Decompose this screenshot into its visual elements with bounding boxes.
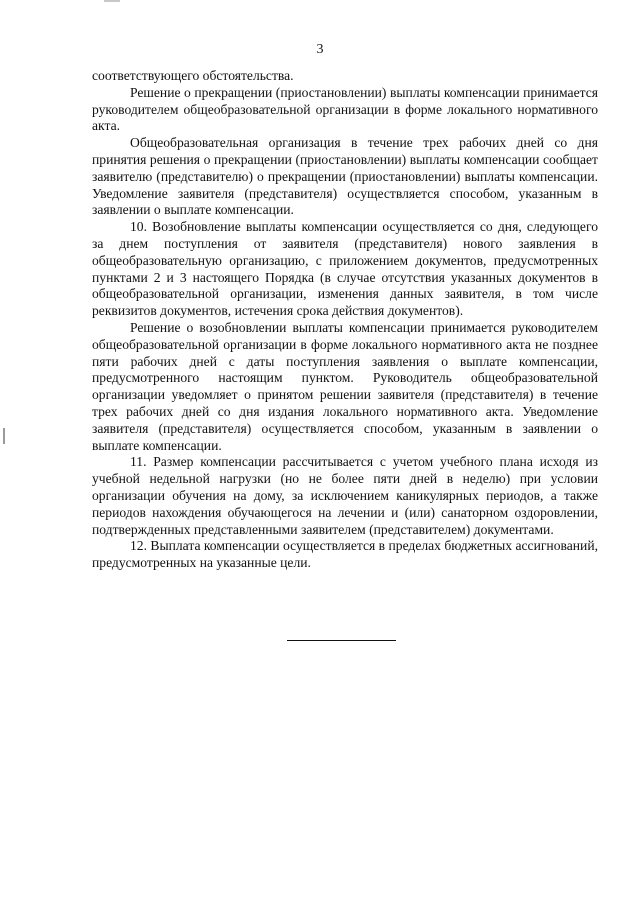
- paragraph-suspension-decision: Решение о прекращении (приостановлении) выплаты компенсации принимается руководителем общеобразовательной организации в форме локального нормативного акта.: [92, 84, 598, 134]
- page-number: 3: [316, 42, 324, 57]
- paragraph-item-10: 10. Возобновление выплаты компенсации осуществляется со дня, следующего за днем поступления от заявителя (представителя) нового заявления в общеобразовательную организацию, с приложением документов, предусмотренных пунктами 2 и 3 настоящего Порядка (в случае отсутствия указанных документов в общеобразовательной организации, изменения данных заявителя, в том числе реквизитов документов, истечения срока действия документов).: [92, 219, 598, 319]
- end-of-document-rule: [287, 640, 396, 641]
- paragraph-resumption-decision: Решение о возобновлении выплаты компенсации принимается руководителем общеобразовательной организации в форме локального нормативного акта не позднее пяти рабочих дней с даты поступления заявления о выплате компенсации, предусмотренного настоящим пунктом. Руководитель общеобразовательной организации уведомляет о принятом решении заявителя (представителя) в течение трех рабочих дней со дня издания локального нормативного акта. Уведомление заявителя (представителя) осуществляется способом, указанным в заявлении о выплате компенсации.: [92, 319, 598, 453]
- scan-artifact-top: [104, 0, 120, 2]
- paragraph-item-12: 12. Выплата компенсации осуществляется в пределах бюджетных ассигнований, предусмотренных на указанные цели.: [92, 538, 598, 571]
- scan-artifact-left: [3, 428, 5, 444]
- paragraph-item-11: 11. Размер компенсации рассчитывается с учетом учебного плана исходя из учебной недельной нагрузки (но не более пяти дней в неделю) при условии организации обучения на дому, за исключением каникулярных периодов, а также периодов нахождения обучающегося на лечении и (или) санаторном оздоровлении, подтвержденных представленными заявителем (представителем) документами.: [92, 454, 598, 537]
- document-body: [92, 68, 598, 572]
- paragraph-suspension-notice: Общеобразовательная организация в течение трех рабочих дней со дня принятия решения о прекращении (приостановлении) выплаты компенсации сообщает заявителю (представителю) о прекращении (приостановлении) выплаты компенсации. Уведомление заявителя (представителя) осуществляется способом, указанным в заявлении о выплате компенсации.: [92, 135, 598, 218]
- paragraph-continuation: соответствующего обстоятельства.: [92, 68, 294, 83]
